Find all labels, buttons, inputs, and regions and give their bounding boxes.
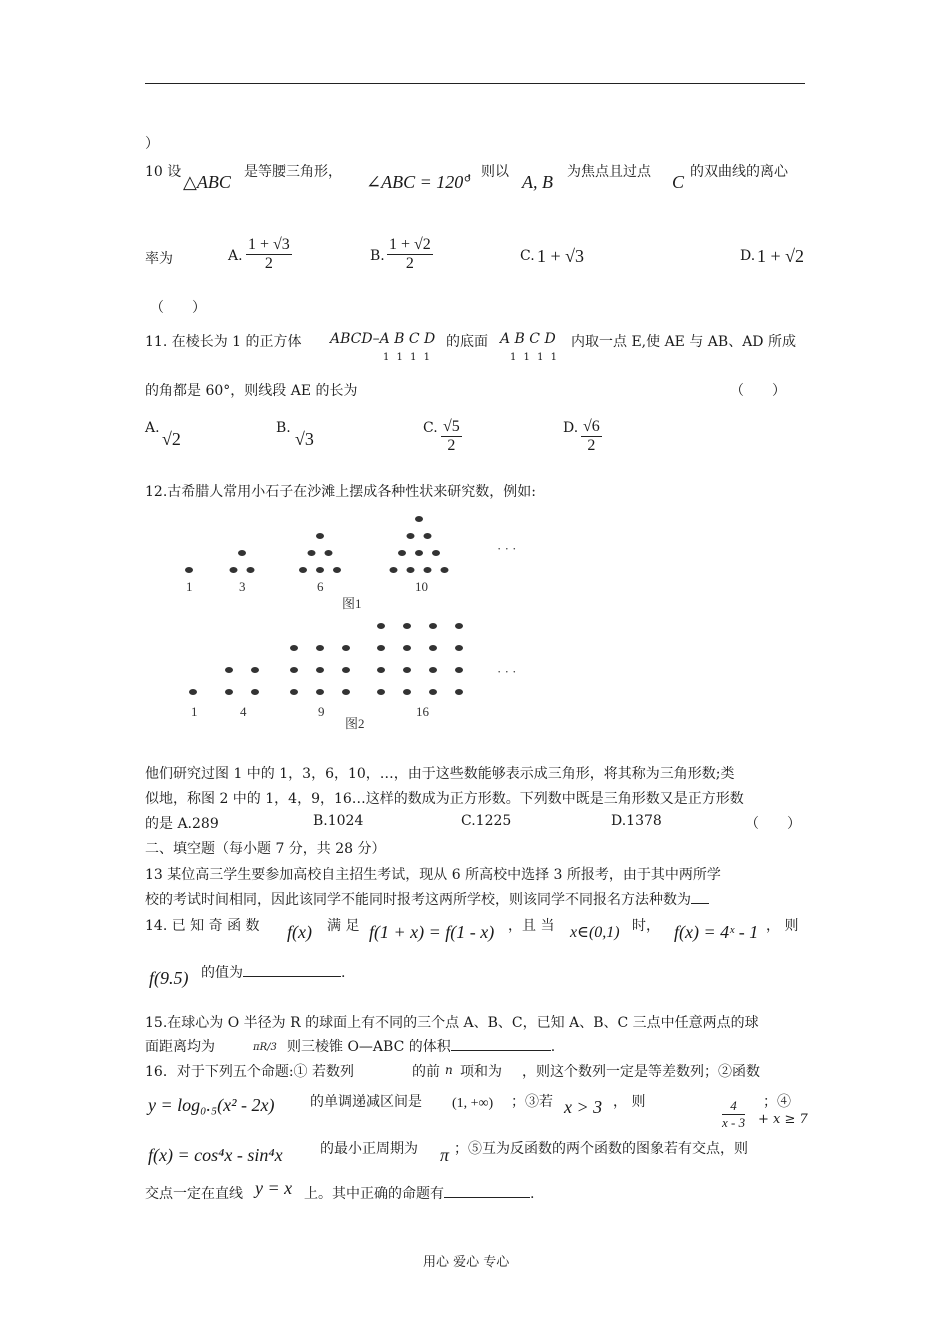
q16-condition: x > 3 <box>564 1097 603 1117</box>
q14-definition: f(x) = 4ˣ - 1 <box>674 922 759 942</box>
q11-line1a: 11. 在棱长为 1 的正方体 <box>145 334 302 350</box>
q16-n: n <box>445 1063 453 1077</box>
pebble-dot <box>455 667 463 673</box>
q10-option-d-label: D. <box>740 248 756 264</box>
pebble-dot <box>424 567 432 573</box>
pebble-dot <box>415 516 423 522</box>
q16-ineq-numerator: 4 <box>722 1098 745 1115</box>
fig1-label: 6 <box>317 579 324 594</box>
q10-mid2: ，则以 <box>467 164 509 180</box>
pebble-dot <box>185 567 193 573</box>
q12-line1: 12.古希腊人常用小石子在沙滩上摆成各种性状来研究数，例如: <box>145 484 536 500</box>
q16-line2d: ， 则 <box>613 1094 646 1110</box>
q16-line1c: 项和为 <box>460 1064 502 1080</box>
q11-line1c: 内取一点 E,使 AE 与 AB、AD 所成 <box>571 334 796 350</box>
fig2-label: 4 <box>240 704 247 719</box>
pebble-dot <box>403 645 411 651</box>
pebble-dot <box>403 623 411 629</box>
q10-option-b <box>387 236 433 273</box>
q16-answer-blank <box>444 1183 530 1198</box>
pebble-dot <box>316 567 324 573</box>
q14-answer-blank <box>243 962 341 977</box>
q10-ab: A, B <box>522 172 553 192</box>
q10-paren: （ ） <box>150 300 206 316</box>
figure-2-caption: 图2 <box>345 716 365 731</box>
q14-ze: ， 则 <box>766 918 799 934</box>
q10-mid1: 是等腰三角形， <box>244 164 342 180</box>
q13-line2-text: 校的考试时间相同，因此该同学不能同时报考这两所学校，则该同学不同报名方法种数为 <box>145 892 691 908</box>
pebble-dot <box>316 667 324 673</box>
q10-angle: ∠ABC = 120° <box>366 172 471 192</box>
q13-line1: 13 某位高三学生要参加高校自主招生考试，现从 6 所高校中选择 3 所报考，由于其中两所学 <box>145 867 721 883</box>
q10-tail: 的双曲线的离心 <box>690 164 788 180</box>
pebble-dot <box>377 667 385 673</box>
q10-option-b-label: B. <box>370 248 385 264</box>
pebble-dot <box>225 689 233 695</box>
q12-line3: 似地，称图 2 中的 1，4，9，16…这样的数成为正方形数。下列数中既是三角形数又是正方形数 <box>145 791 744 807</box>
q13-answer-blank <box>691 903 709 904</box>
q16-line4a: 交点一定在直线 <box>145 1186 243 1202</box>
fig1-label: 1 <box>186 579 193 594</box>
figure-2-square-numbers <box>189 623 463 695</box>
q14-shi: 时， <box>632 918 660 934</box>
q11-option-c-denominator: 2 <box>447 437 456 454</box>
q16-line1b: 的前 <box>412 1064 440 1080</box>
q10-option-a-label: A. <box>228 248 243 264</box>
q16-function: y = log₀.₅(x² - 2x) <box>148 1095 275 1115</box>
q16-line3c: ；⑤互为反函数的两个函数的图象若有交点，则 <box>454 1141 748 1157</box>
q14-domain: x∈(0,1) <box>570 924 620 941</box>
figure-1-ellipsis: · · · <box>497 541 517 556</box>
q12-paren: （ ） <box>745 816 801 832</box>
q11-option-b-label: B. <box>276 420 291 436</box>
pebble-dot <box>251 689 259 695</box>
pebble-figures <box>145 500 545 735</box>
pebble-dot <box>290 667 298 673</box>
q16-inequality-fraction <box>722 1098 745 1131</box>
pebble-dot <box>441 567 449 573</box>
q16-line2c: ；③若 <box>511 1094 553 1110</box>
pebble-dot <box>407 567 415 573</box>
q10-option-c: 1 + √3 <box>537 246 585 266</box>
section-2-title: 二、填空题（每小题 7 分，共 28 分） <box>145 841 386 857</box>
q16-line-yx: y = x <box>255 1178 293 1198</box>
q11-option-d <box>581 418 602 455</box>
fig2-label: 9 <box>318 704 325 719</box>
figure-2-ellipsis: · · · <box>497 664 517 679</box>
pebble-dot <box>432 550 440 556</box>
pebble-dot <box>429 623 437 629</box>
pebble-dot <box>342 667 350 673</box>
q13-line2 <box>145 889 709 909</box>
pebble-dot <box>407 533 415 539</box>
pebble-dot <box>398 550 406 556</box>
pebble-dot <box>290 645 298 651</box>
q10-triangle: △ABC <box>183 172 231 192</box>
q11-option-b: √3 <box>295 429 314 449</box>
q11-line1b: 的底面 <box>446 334 488 350</box>
q14-de: 的值为 <box>201 965 243 981</box>
q15-line1: 15.在球心为 O 半径为 R 的球面上有不同的三个点 A、B、C，已知 A、B、C 三点中任意两点的球 <box>145 1015 759 1031</box>
q11-face-subscripts: 1 1 1 1 <box>510 352 559 363</box>
pebble-dot <box>390 567 398 573</box>
q16-interval: (1, +∞) <box>452 1096 494 1111</box>
pebble-dot <box>377 689 385 695</box>
q10-option-a-denominator: 2 <box>264 255 273 272</box>
q16-line4b: 上。其中正确的命题有 <box>304 1186 444 1202</box>
fig2-label: 16 <box>416 704 429 719</box>
q16-pi: π <box>440 1145 450 1165</box>
q10-option-b-numerator: 1 + √2 <box>389 236 431 253</box>
q16-line4b-wrap <box>304 1183 534 1203</box>
q11-option-a: √2 <box>162 429 181 449</box>
pebble-dot <box>424 533 432 539</box>
q12-line2: 他们研究过图 1 中的 1，3，6，10，…，由于这些数能够表示成三角形，将其称为三角形数;类 <box>145 766 735 782</box>
pebble-dot <box>415 550 423 556</box>
q16-period: . <box>530 1186 535 1202</box>
fig2-label: 1 <box>191 704 198 719</box>
q16-line1d: ，则这个数列一定是等差数列；②函数 <box>522 1064 760 1080</box>
q14-answer <box>201 962 345 982</box>
q11-option-a-label: A. <box>145 420 160 436</box>
pebble-dot <box>429 689 437 695</box>
q11-option-c-label: C. <box>423 420 438 436</box>
pebble-dot <box>189 689 197 695</box>
q11-option-d-numerator: √6 <box>583 418 600 435</box>
pebble-dot <box>342 689 350 695</box>
q15-line2b-wrap <box>287 1036 555 1056</box>
q14-fx: f(x) <box>287 922 312 942</box>
pebble-dot <box>333 567 341 573</box>
pebble-dot <box>316 533 324 539</box>
pebble-dot <box>290 689 298 695</box>
q12-option-c: C.1225 <box>461 813 512 829</box>
q10-option-b-denominator: 2 <box>405 255 414 272</box>
pebble-dot <box>325 550 333 556</box>
q14-value-expr: f(9.5) <box>149 968 189 988</box>
q10-option-a-numerator: 1 + √3 <box>248 236 290 253</box>
pebble-dot <box>429 667 437 673</box>
q11-option-c <box>441 418 462 455</box>
page-footer: 用心 爱心 专心 <box>423 1255 510 1270</box>
q12-option-a: 的是 A.289 <box>145 816 219 832</box>
fig1-label: 10 <box>415 579 428 594</box>
q12-option-d: D.1378 <box>611 813 662 829</box>
pebble-dot <box>238 550 246 556</box>
q11-cube: ABCD–A B C D <box>330 331 436 347</box>
pebble-dot <box>377 645 385 651</box>
pebble-dot <box>247 567 255 573</box>
q11-option-c-numerator: √5 <box>443 418 460 435</box>
q15-fraction: πR/3 <box>253 1042 277 1053</box>
fig1-label: 3 <box>239 579 246 594</box>
q14-lead: 14. 已 知 奇 函 数 <box>145 918 260 934</box>
q16-line3b: 的最小正周期为 <box>320 1141 418 1157</box>
q14-qie: ，且 当 <box>508 918 555 934</box>
q14-period: . <box>341 965 346 981</box>
figure-1-caption: 图1 <box>342 596 362 611</box>
q16-line1a: 16．对于下列五个命题:① 若数列 <box>145 1064 354 1080</box>
q10-mid3: 为焦点且过点 <box>567 164 651 180</box>
q16-inequality-rest: + x ≥ 7 <box>758 1112 808 1127</box>
q15-line2a: 面距离均为 <box>145 1039 215 1055</box>
q16-f4: f(x) = cos⁴x - sin⁴x <box>148 1145 283 1165</box>
pebble-dot <box>225 667 233 673</box>
pebble-dot <box>455 689 463 695</box>
q11-paren: （ ） <box>730 383 786 399</box>
pebble-dot <box>403 689 411 695</box>
q11-cube-subscripts: 1 1 1 1 <box>383 352 432 363</box>
q10-option-d: 1 + √2 <box>757 246 805 266</box>
q12-option-b: B.1024 <box>313 813 364 829</box>
q10-option-c-label: C. <box>520 248 535 264</box>
q14-condition: f(1 + x) = f(1 - x) <box>369 922 495 942</box>
pebble-dot <box>299 567 307 573</box>
q15-answer-blank <box>451 1036 551 1051</box>
header-paren: ） <box>145 136 159 152</box>
pebble-dot <box>455 645 463 651</box>
pebble-dot <box>316 645 324 651</box>
pebble-dot <box>403 667 411 673</box>
q10-lead: 10 设 <box>145 164 182 180</box>
pebble-dot <box>251 667 259 673</box>
pebble-figures-svg <box>145 500 545 735</box>
pebble-dot <box>308 550 316 556</box>
q15-period: . <box>550 1039 556 1055</box>
q14-man: 满 足 <box>327 918 360 934</box>
q10-option-a <box>246 236 292 273</box>
pebble-dot <box>316 689 324 695</box>
q11-option-d-label: D. <box>563 420 579 436</box>
q10-c: C <box>672 172 685 192</box>
q11-face: A B C D <box>500 331 556 347</box>
pebble-dot <box>455 623 463 629</box>
q16-line2e: ；④ <box>763 1094 791 1110</box>
header-rule <box>145 83 805 84</box>
pebble-dot <box>342 645 350 651</box>
q15-line2b: 则三棱锥 O—ABC 的体积 <box>287 1039 451 1055</box>
q11-option-d-denominator: 2 <box>587 437 596 454</box>
q16-line2b: 的单调递减区间是 <box>310 1094 422 1110</box>
pebble-dot <box>429 645 437 651</box>
pebble-dot <box>230 567 238 573</box>
q11-line2: 的角都是 60°，则线段 AE 的长为 <box>145 383 358 399</box>
pebble-dot <box>377 623 385 629</box>
q10-line2: 率为 <box>145 251 173 267</box>
q16-ineq-denominator: x - 3 <box>722 1115 746 1130</box>
figure-1-triangular-numbers <box>185 516 449 573</box>
